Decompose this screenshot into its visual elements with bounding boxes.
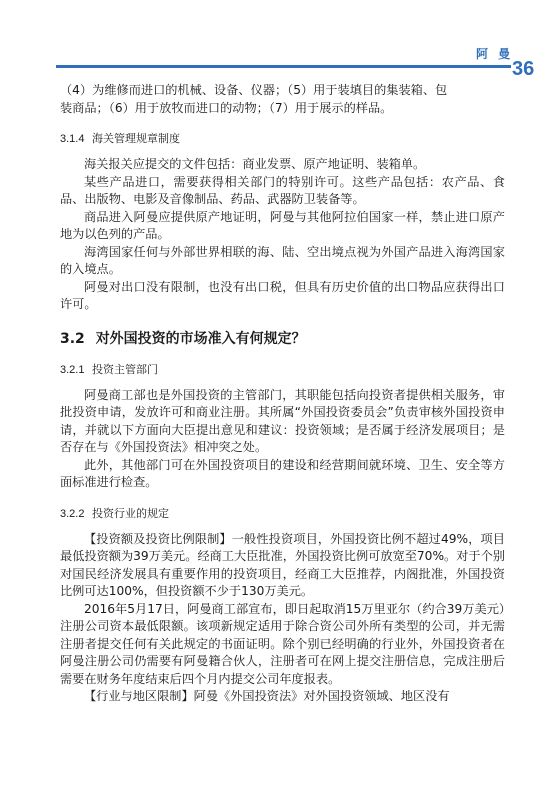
intro-line: 装商品；（6）用于放牧而进口的动物；（7）用于展示的样品。	[60, 100, 393, 115]
paragraph: 2016年5月17日，阿曼商工部宣布，即日起取消15万里亚尔（约合39万美元）注册公司资本最低限额。该项新规定适用于除合资公司外所有类型的公司，并无需注册者提交任何有关此规定的书面证明。除个别已经明确的行业外，外国投资者在阿曼注册公司仍需要有阿曼籍合伙人，注册者可在网上提交注册信息，完成注册后需要在财务年度结束后四个月内提交公司年度报表。	[60, 601, 505, 686]
paragraph: 此外，其他部门可在外国投资项目的建设和经营期间就环境、卫生、安全等方面标准进行检查。	[60, 457, 505, 489]
paragraph: 商品进入阿曼应提供原产地证明，阿曼与其他阿拉伯国家一样，禁止进口原产地为以色列的产品。	[60, 209, 505, 241]
section-number: 3.2	[60, 330, 85, 347]
page-number: 36	[512, 58, 535, 80]
section-heading-3-2-1	[60, 361, 505, 377]
section-title: 对外国投资的市场准入有何规定？	[95, 330, 306, 347]
section-number: 3.1.4	[60, 133, 85, 145]
section-heading-3-1-4	[60, 130, 505, 146]
section-title: 投资行业的规定	[91, 506, 169, 520]
page-body	[60, 82, 505, 706]
section-number: 3.2.2	[60, 507, 85, 520]
paragraph: 阿曼对出口没有限制，也没有出口税，但具有历史价值的出口物品应获得出口许可。	[60, 279, 505, 311]
paragraph: 海湾国家任何与外部世界相联的海、陆、空出境点视为外国产品进入海湾国家的入境点。	[60, 244, 505, 276]
section-number: 3.2.1	[60, 363, 85, 376]
intro-line: （4）为维修而进口的机械、设备、仪器；（5）用于装填目的集装箱、包	[60, 83, 448, 97]
paragraph: 海关报关应提交的文件包括：商业发票、原产地证明、装箱单。	[84, 157, 426, 171]
paragraph: 【投资额及投资比例限制】一般性投资项目，外国投资比例不超过49%，项目最低投资额为39万美元。经商工大臣批准，外国投资比例可放宽至70%。对于个别对国民经济发展具有重要作用的投资项目，经商工大臣推荐，内阁批准，外国投资比例可达100%，但投资额不少于130万美元。	[60, 531, 505, 598]
running-header-country: 阿 曼	[476, 47, 514, 61]
section-title: 海关管理规章制度	[91, 132, 180, 145]
section-heading-3-2-2	[60, 505, 505, 521]
paragraph: 某些产品进口，需要获得相关部门的特别许可。这些产品包括：农产品、食品、出版物、电影及音像制品、药品、武器防卫装备等。	[60, 174, 505, 206]
paragraph: 阿曼商工部也是外国投资的主管部门，其职能包括向投资者提供相关服务，审批投资申请，发放许可和商业注册。其所属“外国投资委员会”负责审核外国投资申请，并就以下方面向大臣提出意见和建议：投资领域；是否属于经济发展项目；是否存在与《外国投资法》相冲突之处。	[60, 387, 505, 454]
header-rule	[56, 65, 511, 68]
section-title: 投资主管部门	[91, 362, 158, 376]
section-heading-3-2	[60, 328, 505, 348]
paragraph: 【行业与地区限制】阿曼《外国投资法》对外国投资领域、地区没有	[84, 689, 450, 703]
